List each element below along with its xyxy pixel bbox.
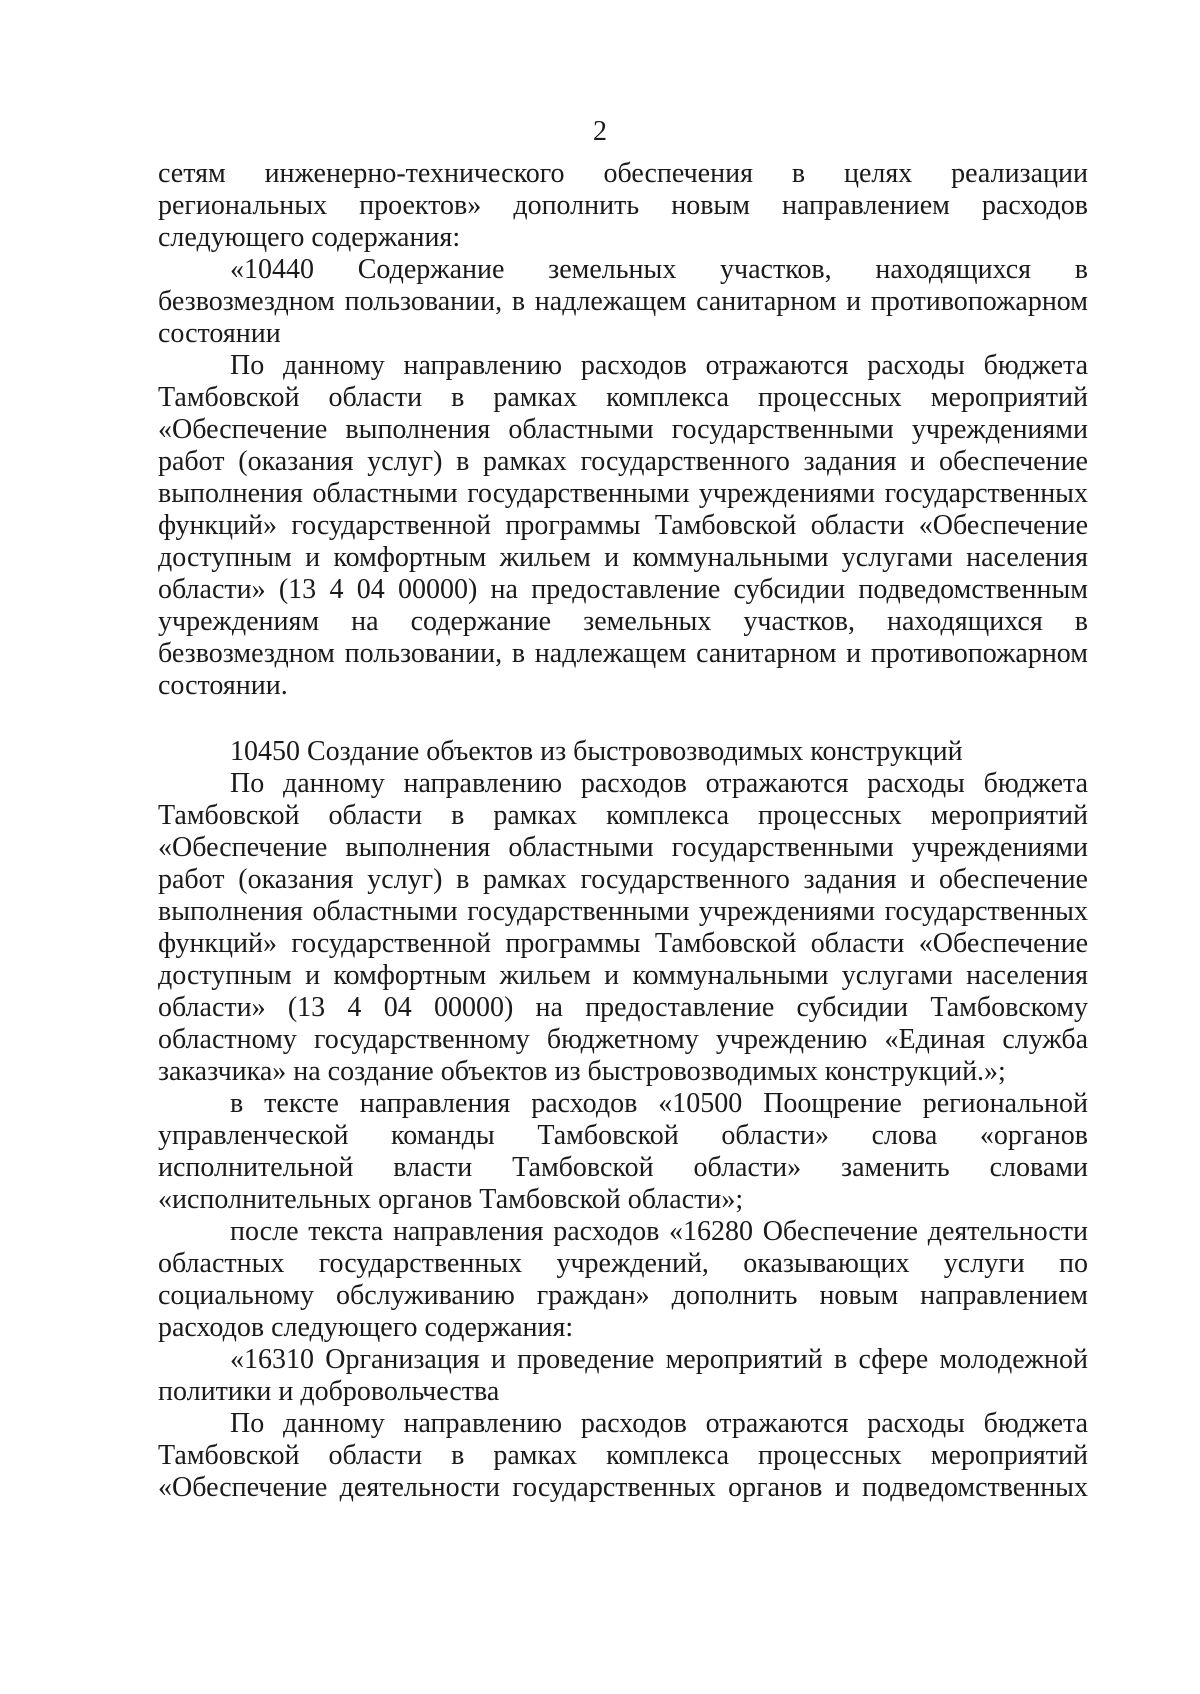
text-line: заказчика» на создание объектов из быстровозводимых конструкций.»; [158,1056,1006,1087]
text-line: работ (оказания услуг) в рамках государственного задания и обеспечение [158,864,1088,895]
text-line: доступным и комфортным жильем и коммунальными услугами населения [158,542,1088,573]
text-line: выполнения областными государственными учреждениями государственных [158,896,1088,927]
page-number: 2 [593,116,607,147]
text-line: По данному направлению расходов отражаются расходы бюджета [230,350,1088,381]
text-line: состоянии. [158,670,288,701]
text-line: Тамбовской области в рамках комплекса процессных мероприятий [158,382,1088,413]
text-line: в тексте направления расходов «10500 Поощрение региональной [230,1088,1088,1119]
text-line: области» (13 4 04 00000) на предоставление субсидии подведомственным [158,574,1088,605]
text-line: после текста направления расходов «16280 Обеспечение деятельности [230,1216,1088,1247]
text-line: По данному направлению расходов отражаются расходы бюджета [230,768,1088,799]
text-line: По данному направлению расходов отражаются расходы бюджета [230,1408,1088,1439]
text-line: 10450 Создание объектов из быстровозводимых конструкций [230,736,963,767]
text-line: «10440 Содержание земельных участков, находящихся в [230,254,1088,285]
text-line: состоянии [158,318,281,349]
text-line: функций» государственной программы Тамбовской области «Обеспечение [158,928,1088,959]
text-line: учреждениям на содержание земельных участков, находящихся в [158,606,1088,637]
text-line: «Обеспечение выполнения областными государственными учреждениями [158,832,1088,863]
text-line: областному государственному бюджетному учреждению «Единая служба [158,1024,1088,1055]
text-line: социальному обслуживанию граждан» дополнить новым направлением [158,1280,1088,1311]
text-line: региональных проектов» дополнить новым направлением расходов [158,190,1088,221]
text-line: расходов следующего содержания: [158,1312,574,1343]
text-line: работ (оказания услуг) в рамках государственного задания и обеспечение [158,446,1088,477]
text-line: доступным и комфортным жильем и коммунальными услугами населения [158,960,1088,991]
text-line: Тамбовской области в рамках комплекса процессных мероприятий [158,1440,1088,1471]
text-line: «16310 Организация и проведение мероприятий в сфере молодежной [230,1344,1088,1375]
text-line: управленческой команды Тамбовской области» слова «органов [158,1120,1088,1151]
text-line: областных государственных учреждений, оказывающих услуги по [158,1248,1088,1279]
text-line: Тамбовской области в рамках комплекса процессных мероприятий [158,800,1088,831]
text-line: «Обеспечение деятельности государственных органов и подведомственных [158,1472,1088,1503]
text-line: области» (13 4 04 00000) на предоставление субсидии Тамбовскому [158,992,1088,1023]
text-line: политики и добровольчества [158,1376,500,1407]
text-line: следующего содержания: [158,222,461,253]
text-line: исполнительной власти Тамбовской области» заменить словами [158,1152,1088,1183]
document-body [158,158,1088,1504]
text-line: «исполнительных органов Тамбовской области»; [158,1184,744,1215]
text-line: «Обеспечение выполнения областными государственными учреждениями [158,414,1088,445]
text-line: безвозмездном пользовании, в надлежащем санитарном и противопожарном [158,286,1088,317]
text-line: функций» государственной программы Тамбовской области «Обеспечение [158,510,1088,541]
text-line: выполнения областными государственными учреждениями государственных [158,478,1088,509]
text-line: безвозмездном пользовании, в надлежащем санитарном и противопожарном [158,638,1088,669]
text-line: сетям инженерно-технического обеспечения в целях реализации [158,158,1088,189]
paragraph-gap [158,702,1088,736]
